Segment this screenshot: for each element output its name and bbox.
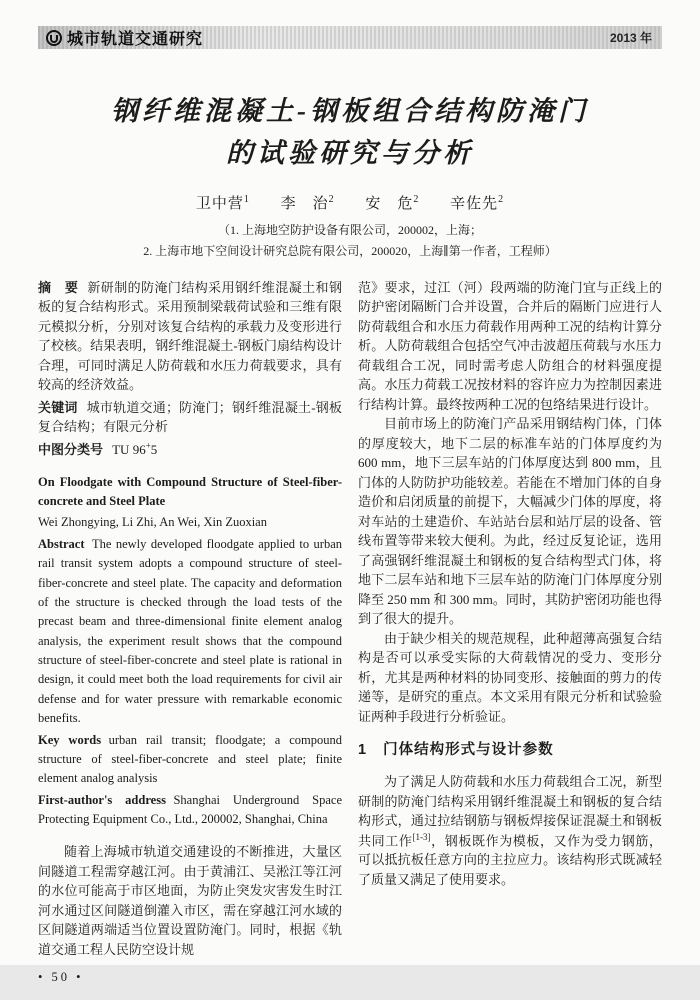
english-keywords-label: Key words <box>38 732 102 747</box>
abstract-cn-text: 新研制的防淹门结构采用钢纤维混凝土和钢板的复合结构形式。采用预制梁载荷试验和三维有限元模拟分析，分别对该复合结构的承载力及变形进行了校核。结果表明，钢纤维混凝土-钢板门扇结构设计合理，可同时满足人防荷载和水压力荷载要求，具有较高的经济效益。 <box>38 279 342 393</box>
journal-header-band <box>38 26 662 49</box>
author <box>280 193 335 212</box>
clc-code-tail: 5 <box>150 442 158 458</box>
keywords-cn-text: 城市轨道交通；防淹门；钢纤维混凝土-钢板复合结构；有限元分析 <box>38 399 342 435</box>
clc-code-sup: + <box>145 440 151 451</box>
article-body <box>38 278 662 1000</box>
author-name: 卫中营 <box>195 195 244 212</box>
section-1-heading <box>358 740 662 762</box>
journal-masthead <box>46 26 203 49</box>
clc-code-main: TU 96 <box>112 442 146 458</box>
author-list <box>38 192 662 213</box>
section-1-number: 1 <box>358 742 368 759</box>
clc-code <box>112 442 157 457</box>
author <box>365 193 420 212</box>
author-name: 辛佐先 <box>450 195 499 212</box>
abstract-cn <box>38 278 342 395</box>
english-title: On Floodgate with Compound Structure of Steel-fiber-concrete and Steel Plate <box>38 474 342 509</box>
article-title-line1: 钢纤维混凝土-钢板组合结构防淹门 <box>111 96 589 126</box>
keywords-cn-label: 关键词 <box>38 399 78 415</box>
body-paragraph: 由于缺少相关的规范规程，此种超薄高强复合结构是否可以承受实际的大荷载情况的受力、变形分析，尤其是两种材料的协同变形、接触面的剪力的传递等，是研究的重点。本文采用有限元分析和试验验证两种手段进行分析验证。 <box>358 630 662 724</box>
english-keywords-text: urban rail transit; floodgate; a compound structure of steel-fiber-concrete and steel plate; finite element analog analysis <box>38 732 342 786</box>
article-title-line2: 的试验研究与分析 <box>226 137 474 168</box>
address-text: Shanghai Underground Space Protecting Equipment Co., Ltd., 200002, Shanghai, China <box>38 792 342 827</box>
affiliations <box>38 220 662 263</box>
abstract-cn-label: 摘 要 <box>38 279 79 295</box>
section-1-title: 门体结构形式与设计参数 <box>383 742 554 759</box>
clc-number <box>38 440 342 460</box>
affiliation-line: 2. 上海市地下空间设计研究总院有限公司，200020，上海∥第一作者，工程师） <box>143 244 557 259</box>
author-affil-mark: 2 <box>328 193 335 205</box>
english-keywords <box>38 731 342 789</box>
article-title <box>38 91 662 175</box>
author <box>195 193 250 212</box>
english-abstract-label: Abstract <box>38 536 85 551</box>
body-text: ，钢板既作为模板，又作为受力钢筋，可以抵抗板任意方向的主拉应力。该结构形式既减轻了质量又满足了使用要求。 <box>358 832 662 887</box>
journal-name: 城市轨道交通研究 <box>67 31 204 48</box>
first-author-address <box>38 791 342 830</box>
english-authors: Wei Zhongying, Li Zhi, An Wei, Xin Zuoxian <box>38 515 267 530</box>
address-label: First-author's address <box>38 792 166 807</box>
author-name: 李 治 <box>280 195 329 212</box>
body-paragraph: 目前市场上的防淹门产品采用钢结构门体，门体的厚度较大，地下二层的标准车站的门体厚度约为 600 mm，地下三层车站的门体厚度达到 800 mm，且门体的人防防护功能较差。若能在不增加门体的自身造价和启闭质量的前提下，大幅减少门体的厚度，将对车站的土建造价、车站站台层和站厅层的设备、管线布置等带来较大便利。为此，经过反复论证，选用了高强钢纤维混凝土和钢板的复合结构型式门体，将地下二层车站和地下三层车站的防淹门门体厚度分别降至 250 mm 和 300 mm。同时，其防护密闭功能也得到了很大的提升。 <box>358 416 662 627</box>
author <box>450 193 505 212</box>
body-text: 为了满足人防荷载和水压力荷载组合工况，新型研制的防淹门结构采用钢纤维混凝土和钢板的复合结构形式，通过拉结钢筋与钢板焊接保证混凝土和钢板共同工作 <box>358 774 662 848</box>
body-paragraph: 范》要求，过江（河）段两端的防淹门宜与正线上的防护密闭隔断门合并设置，合并后的隔断门应进行人防荷载组合和水压力荷载作用两种工况的结构计算分析。人防荷载组合包括空气冲击波超压荷载与水压力荷载组合工况，同时需考虑人防组合的材料强度提高。水压力荷载工况按材料的容许应力为控制因素进行结构计算。最终按两种工况的包络结果进行设计。 <box>358 279 662 412</box>
affiliation-line: （1. 上海地空防护设备有限公司，200002，上海； <box>217 222 482 237</box>
issue-year: 2013 年 <box>609 31 652 45</box>
journal-logo-icon <box>46 30 62 46</box>
page-number: • 50 • <box>38 970 84 985</box>
keywords-cn <box>38 398 342 437</box>
author-affil-mark: 2 <box>413 193 420 205</box>
right-column <box>358 278 662 1000</box>
intro-paragraph: 随着上海城市轨道交通建设的不断推进，大量区间隧道工程需穿越江河。由于黄浦江、吴淞江等江河的水位可能高于市区地面，为防止突发灾害发生时江河水通过区间隧道倒灌入市区，需在穿越江河水域的区间隧道两端适当位置设置防淹门。同时，根据《轨道交通工程人民防空设计规 <box>38 844 342 957</box>
clc-label: 中图分类号 <box>38 442 104 458</box>
english-abstract <box>38 535 342 729</box>
left-column <box>38 278 342 1000</box>
citation-ref: [1-3] <box>412 831 431 842</box>
english-abstract-block <box>38 473 342 830</box>
author-affil-mark: 1 <box>243 193 250 205</box>
english-abstract-text: The newly developed floodgate applied to urban rail transit system adopts a compound structure of steel-fiber-concrete and steel plate. The capacity and deformation of the structure is checked through the load tests of the precast beam and three-dimensional finite element analog analysis, the experiment result shows that the compound structure of steel-fiber-concrete and steel plate is rational in design, it could meet both the load requirements for civil air defense and for water pressure with remarkable economic benefits. <box>38 536 342 726</box>
author-affil-mark: 2 <box>498 193 505 205</box>
author-name: 安 危 <box>365 195 414 212</box>
body-paragraph <box>358 772 662 889</box>
